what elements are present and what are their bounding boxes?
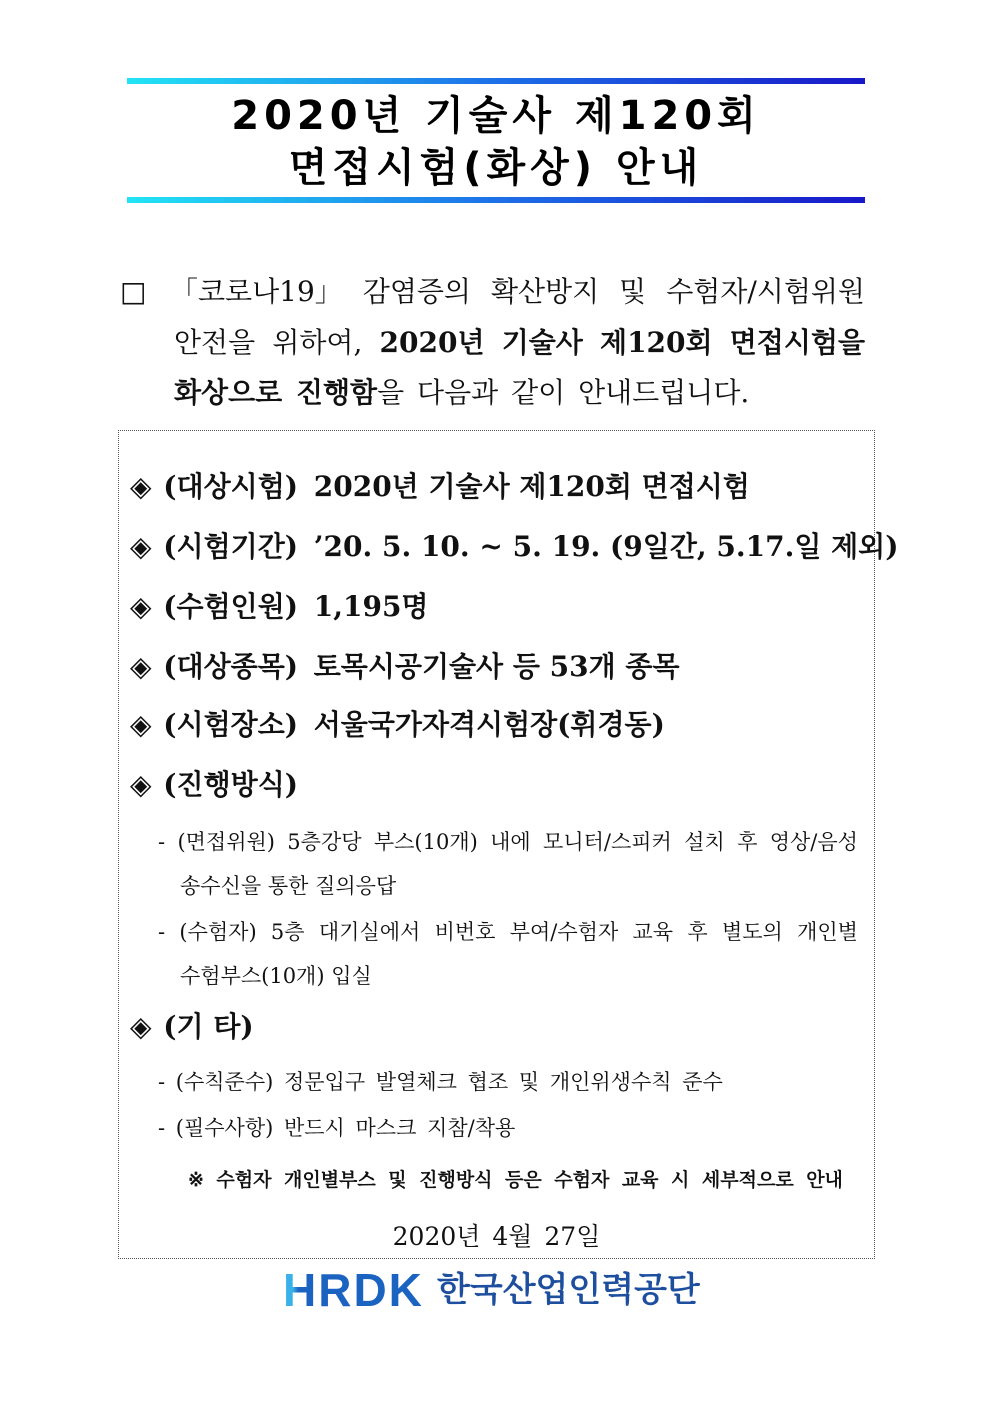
diamond-bullet-icon: ◈ [130,470,152,503]
item-target-fields [130,649,680,685]
item-value: 토목시공기술사 등 53개 종목 [313,650,680,683]
word: 제120회 [600,326,713,359]
word: 및 [619,275,647,308]
page-title-line-2: 면접시험(화상) 안내 [288,145,704,191]
intro-line-3-normal-text: 을 다음과 같이 안내드립니다. [377,376,750,409]
item-other [130,1009,260,1045]
word: 개인별부스 [283,1169,376,1191]
item-label: (대상종목) [163,650,298,683]
word: 감염증의 [362,275,471,308]
word: 후 [737,830,758,854]
item-label: (시험장소) [163,708,298,741]
diamond-bullet-icon: ◈ [130,768,152,801]
item-exam-venue [130,707,665,743]
note [188,1167,843,1193]
word: (면접위원) [177,830,275,854]
word: 비번호 [434,920,496,944]
intro-line-3 [174,375,749,411]
word: 별도의 [721,920,783,944]
item-examinee-count [130,589,428,625]
subitem-examinee-line-2: 수험부스(10개) 입실 [180,964,372,988]
issue-date: 2020년 4월 27일 [392,1222,601,1251]
item-value: 2020년 기술사 제120회 면접시험 [313,470,750,503]
word: 5층강당 [287,830,362,854]
title-bar-bottom [127,197,865,203]
word: 5층 [270,920,305,944]
intro-line-3-bold-text: 화상으로 진행함 [174,376,378,409]
word: 면접시험을 [729,326,865,359]
word: 부여/수험자 [509,920,619,944]
diamond-bullet-icon: ◈ [130,590,152,623]
word: 내에 [490,830,531,854]
hrdk-logo: HRDK [283,1264,424,1316]
word: - [158,920,166,944]
item-procedure [130,767,304,803]
diamond-bullet-icon: ◈ [130,708,152,741]
word: 개인별 [797,920,858,944]
word: 확산방지 [490,275,600,308]
item-label: (기 타) [163,1010,254,1043]
square-bullet-icon: □ [120,275,147,308]
item-label: (진행방식) [163,768,298,801]
word: 「코로나19」 [170,275,343,308]
item-target-exam [130,469,750,505]
word: 후 [687,920,708,944]
word: 안내 [806,1169,843,1191]
item-label: (시험기간) [163,530,298,563]
item-exam-period [130,529,898,565]
word: 기술사 [501,326,583,359]
subitem-examinee-line-1 [158,918,858,946]
item-label: (수험인원) [163,590,298,623]
org-name: 한국산업인력공단 [437,1270,700,1310]
word: 위하여, [272,326,363,359]
subitem-rules: - (수칙준수) 정문입구 발열체크 협조 및 개인위생수칙 준수 [158,1070,723,1094]
word: - [158,830,166,854]
word: ※ [188,1169,204,1191]
word: (수험자) [179,920,257,944]
word: 수험자 [554,1169,610,1191]
subitem-interviewer-line-2: 송수신을 통한 질의응답 [180,874,397,898]
page-title-line-1: 2020년 기술사 제120회 [231,93,761,139]
subitem-interviewer-line-1 [158,828,858,856]
word: 2020년 [379,326,485,359]
word: 대기실에서 [318,920,421,944]
word: 모니터/스피커 [543,830,672,854]
word: 세부적으로 [701,1169,794,1191]
word: 시 [671,1169,690,1191]
word: 진행방식 [419,1169,493,1191]
word: 교육 [632,920,674,944]
word: 부스(10개) [373,830,478,854]
subitem-required: - (필수사항) 반드시 마스크 지참/착용 [158,1116,516,1140]
word: 수험자/시험위원 [666,275,865,308]
item-label: (대상시험) [163,470,298,503]
title-bar-top [127,78,865,84]
word: 및 [388,1169,407,1191]
diamond-bullet-icon: ◈ [130,1010,152,1043]
word: 영상/음성 [769,830,858,854]
word: 교육 [621,1169,659,1191]
intro-line-1 [170,274,865,310]
diamond-bullet-icon: ◈ [130,530,152,563]
item-value: 1,195명 [313,590,429,623]
item-value: 서울국가자격시험장(휘경동) [313,708,665,741]
word: 등은 [505,1169,542,1191]
diamond-bullet-icon: ◈ [130,650,152,683]
intro-line-2 [174,325,865,361]
word: 안전을 [174,326,256,359]
item-value: ’20. 5. 10. ~ 5. 19. (9일간, 5.17.일 제외) [313,530,899,563]
word: 설치 [684,830,725,854]
word: 수험자 [216,1169,272,1191]
